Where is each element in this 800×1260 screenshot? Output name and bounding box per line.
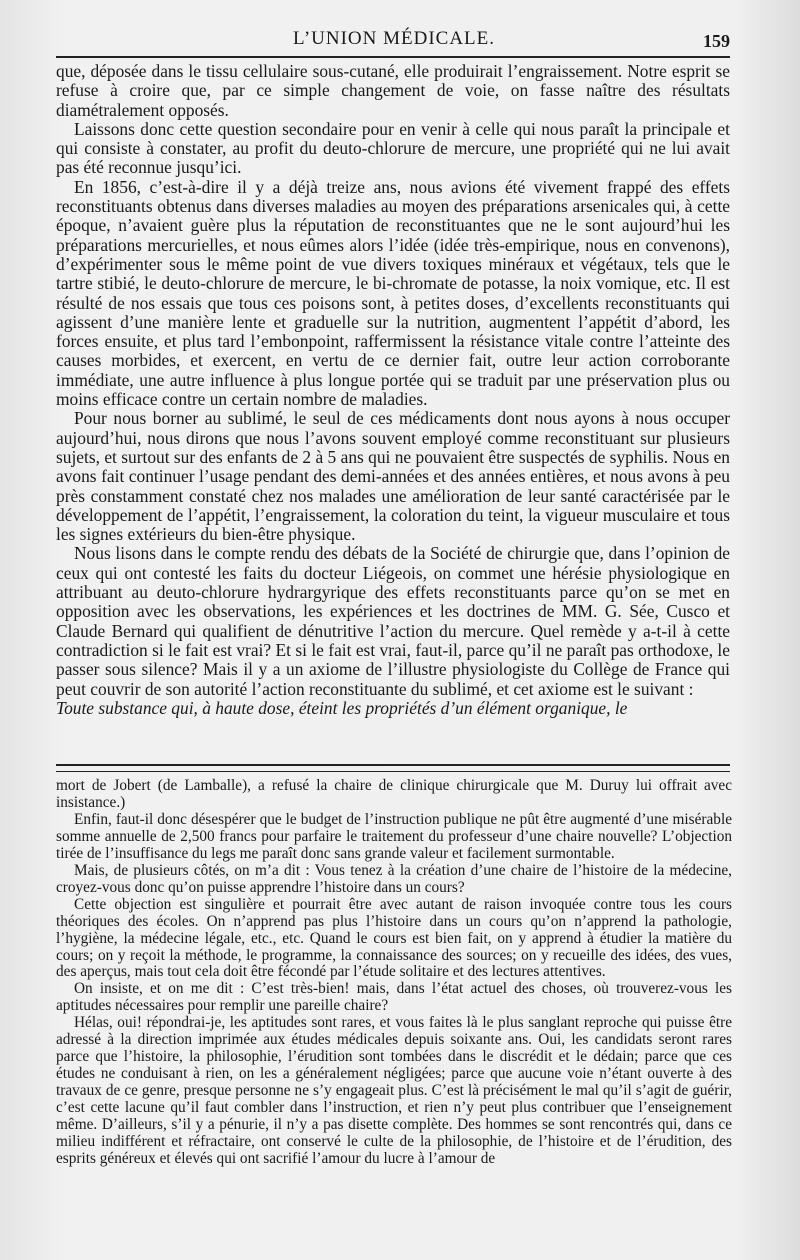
feuilleton-paragraph: Mais, de plusieurs côtés, on m’a dit : Vous tenez à la création d’une chaire de l’histoire de la médecine, croyez-vous donc qu’on puisse apprendre l’histoire dans un cours? [56,861,732,896]
header-rule [56,56,730,58]
article-paragraph: Pour nous borner au sublimé, le seul de ces médicaments dont nous ayons à nous occuper aujourd’hui, nous dirons que nous l’avons souvent employé comme reconstituant sur plusieurs sujets, et surtout sur des enfants de 2 à 5 ans qui ne pouvaient être suspectés de syphilis. Nous en avons fait continuer l’usage pendant des demi-années et des années entières, et nous avons à peu près constamment constaté chez nos malades une amélioration de leur santé caractérisée par le développement de l’appétit, l’engraissement, la coloration du teint, la vigueur musculaire et tous les signes extérieurs du bien-être physique. [56,408,730,545]
article-body [56,62,730,718]
feuilleton-paragraph: Hélas, oui! répondrai-je, les aptitudes sont rares, et vous faites là le plus sanglant reproche qui puisse être adressé à la direction imprimée aux études médicales depuis soixante ans. Oui, les candidats seront rares parce que l’histoire, la philosophie, l’érudition sont tombées dans le discrédit et le dédain; parce que ces études ne conduisant à rien, on les a généralement négligées; parce que aucune voie n’étant ouverte à des travaux de ce genre, presque personne ne s’y engageait plus. C’est là précisément le mal qu’il s’agit de guérir, c’est cette lacune qu’il faut combler dans l’instruction, et rien n’y peut plus contribuer que l’enseignement même. D’ailleurs, s’il y a pénurie, il n’y a pas disette complète. Des hommes se sont rencontrés qui, dans ce milieu indifférent et réfractaire, ont conservé le culte de la philosophie, de l’histoire et de l’érudition, des esprits généreux et élevés qui ont sacrifié l’amour du lucre à l’amour de [56,1014,732,1167]
feuilleton-paragraph: Cette objection est singulière et pourrait être avec autant de raison invoquée contre tous les cours théoriques des écoles. On n’apprend pas plus l’histoire dans un cours qu’on n’apprend la pathologie, l’hygiène, la médecine légale, etc., etc. Quand le cours est bien fait, on y apprend à étudier la matière du cours; on y reçoit la méthode, le programme, la connaissance des sources; on y recueille des idées, des vues, des aperçus, mais tout cela doit être fécondé par l’étude solitaire et des lectures attentives. [56,895,732,981]
article-paragraph: que, déposée dans le tissu cellulaire sous-cutané, elle produirait l’engraissement. Notre esprit se refuse à croire que, par ce simple changement de voie, on fasse naître des résultats diamétralement opposés. [56,61,730,120]
axiom-italic-line: Toute substance qui, à haute dose, éteint les propriétés d’un élément organique, le [56,697,628,718]
feuilleton-section [56,778,732,1168]
page-number: 159 [703,31,730,51]
feuilleton-paragraph: Enfin, faut-il donc désespérer que le budget de l’instruction publique ne pût être augmenté d’une misérable somme annuelle de 2,500 francs pour parfaire le traitement du professeur d’une chaire nouvelle? L’objection tirée de l’insuffisance du legs me paraît donc sans grande valeur et facilement surmontable. [56,810,732,862]
article-paragraph: Laissons donc cette question secondaire pour en venir à celle qui nous paraît la principale et qui consiste à constater, au profit du deuto-chlorure de mercure, une propriété qui ne lui avait pas été reconnue jusqu’ici. [56,118,730,178]
feuilleton-separator-rule [56,764,730,772]
article-paragraph: Nous lisons dans le compte rendu des débats de la Société de chirurgie que, dans l’opinion de ceux qui ont contesté les faits du docteur Liégeois, on commet une hérésie physiologique en attribuant au deuto-chlorure hydrargyrique des effets reconstituants parce qu’on se met en opposition avec les observations, les expériences et les doctrines de MM. G. Sée, Cusco et Claude Bernard qui qualifient de dénutritive l’action du mercure. Quel remède y a-t-il à cette contradiction si le fait est vrai? Et si le fait est vrai, faut-il, parce qu’il ne paraît pas orthodoxe, le passer sous silence? Mais il y a un axiome de l’illustre physiologiste du Collège de France qui peut couvrir de son autorité l’action reconstituante du sublimé, et cet axiome est le suivant : [56,543,730,699]
feuilleton-paragraph: mort de Jobert (de Lamballe), a refusé la chaire de clinique chirurgicale que M. Duruy lui offrait avec insistance.) [56,777,732,811]
feuilleton-paragraph: On insiste, et on me dit : C’est très-bien! mais, dans l’état actuel des choses, où trouverez-vous les aptitudes nécessaires pour remplir une pareille chaire? [56,980,732,1015]
running-title: L’UNION MÉDICALE. [292,28,496,49]
page-header [56,24,732,54]
article-paragraph: En 1856, c’est-à-dire il y a déjà treize ans, nous avions été vivement frappé des effets reconstituants obtenus dans diverses maladies au moyen des préparations arsenicales qui, à cette époque, n’avaient guère plus la réputation de reconstituantes que ne le sont aujourd’hui les préparations mercurielles, et nous eûmes alors l’idée (idée très-empirique, nous en convenons), d’expérimenter sous le même point de vue divers toxiques minéraux et végétaux, tels que le tartre stibié, le deuto-chlorure de mercure, le bi-chromate de potasse, la noix vomique, etc. Il est résulté de nos essais que tous ces poisons sont, à petites doses, d’excellents reconstituants qui agissent d’une manière lente et graduelle sur la nutrition, augmentent l’appétit d’abord, les forces ensuite, et plus tard l’embonpoint, raffermissent la résistance vitale contre l’atteinte des causes morbides, et exercent, en vertu de ce dernier fait, outre leur action corroborante immédiate, une autre influence à plus longue portée qui se traduit par une préservation plus ou moins efficace contre un certain nombre de maladies. [56,176,730,410]
